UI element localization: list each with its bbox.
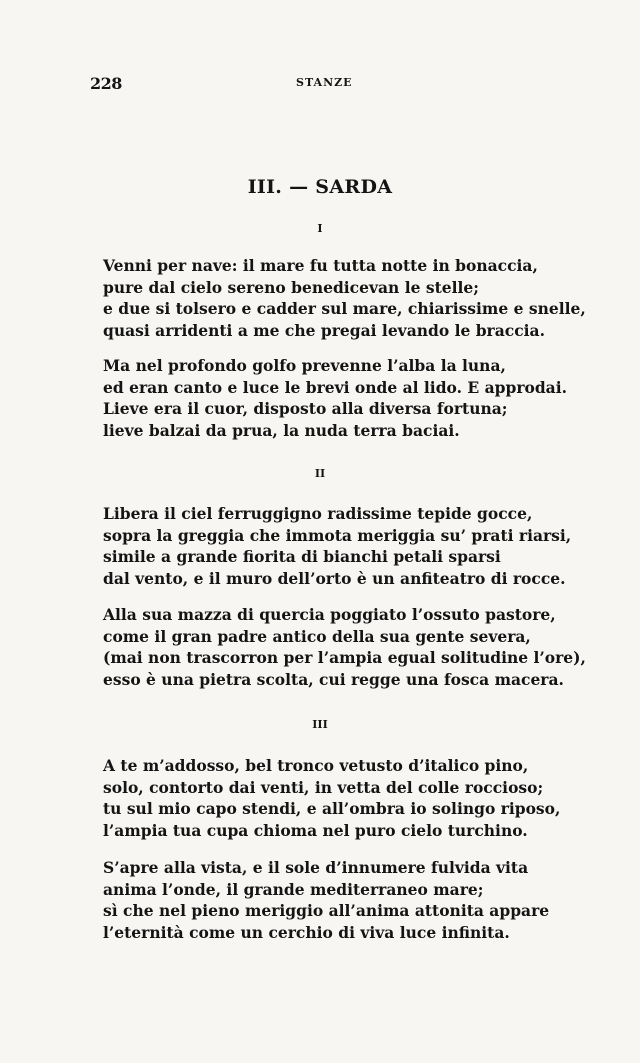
verse-line: pure dal cielo sereno benedicevan le stelle; [103,277,479,297]
stanza-1-1 [103,255,586,341]
stanza-3-1 [103,755,561,841]
stanza-2-2 [103,604,586,690]
running-head [0,74,640,96]
part-numeral-3: III [312,718,328,731]
verse-line: e due si tolsero e cadder sul mare, chiarissime e snelle, [103,299,586,318]
verse-line: A te m’addosso, bel tronco vetusto d’italico pino, [103,756,529,775]
stanza-1-2 [103,355,567,441]
stanza-3-2 [103,857,550,943]
stanza-2-1 [103,503,572,589]
verse-line: S’apre alla vista, e il sole d’innumere fulvida vita [103,858,529,877]
verse-line: dal vento, e il muro dell’orto è un anfiteatro di rocce. [103,568,566,588]
section-title: III. — SARDA [247,176,393,198]
verse-line: Libera il ciel ferruggigno radissime tepide gocce, [103,504,533,523]
verse-line: Lieve era il cuor, disposto alla diversa fortuna; [103,399,508,418]
verse-line: sì che nel pieno meriggio all’anima attonita appare [103,901,550,920]
verse-line: simile a grande fiorita di bianchi petali sparsi [103,547,501,566]
verse-line: esso è una pietra scolta, cui regge una fosca macera. [103,669,564,689]
verse-line: l’eternità come un cerchio di viva luce infinita. [103,922,510,942]
verse-line: Ma nel profondo golfo prevenne l’alba la luna, [103,356,506,375]
verse-line: Alla sua mazza di quercia poggiato l’ossuto pastore, [103,605,556,624]
verse-line: anima l’onde, il grande mediterraneo mare; [103,879,484,899]
verse-line: sopra la greggia che immota meriggia su’ prati riarsi, [103,525,572,545]
verse-line: solo, contorto dai venti, in vetta del colle roccioso; [103,777,544,797]
verse-line: (mai non trascorron per l’ampia egual solitudine l’ore), [103,648,586,667]
part-numeral-2: II [314,467,326,480]
part-numeral-1: I [317,222,323,235]
verse-line: tu sul mio capo stendi, e all’ombra io solingo riposo, [103,799,561,818]
verse-line: ed eran canto e luce le brevi onde al lido. E approdai. [103,377,567,397]
verse-line: quasi arridenti a me che pregai levando le braccia. [103,320,545,340]
verse-line: lieve balzai da prua, la nuda terra baciai. [103,420,460,440]
verse-line: l’ampia tua cupa chioma nel puro cielo turchino. [103,820,528,840]
running-title: STANZE [296,76,353,89]
verse-line: come il gran padre antico della sua gente severa, [103,626,531,646]
verse-line: Venni per nave: il mare fu tutta notte in bonaccia, [103,256,538,275]
page-number: 228 [90,74,122,93]
